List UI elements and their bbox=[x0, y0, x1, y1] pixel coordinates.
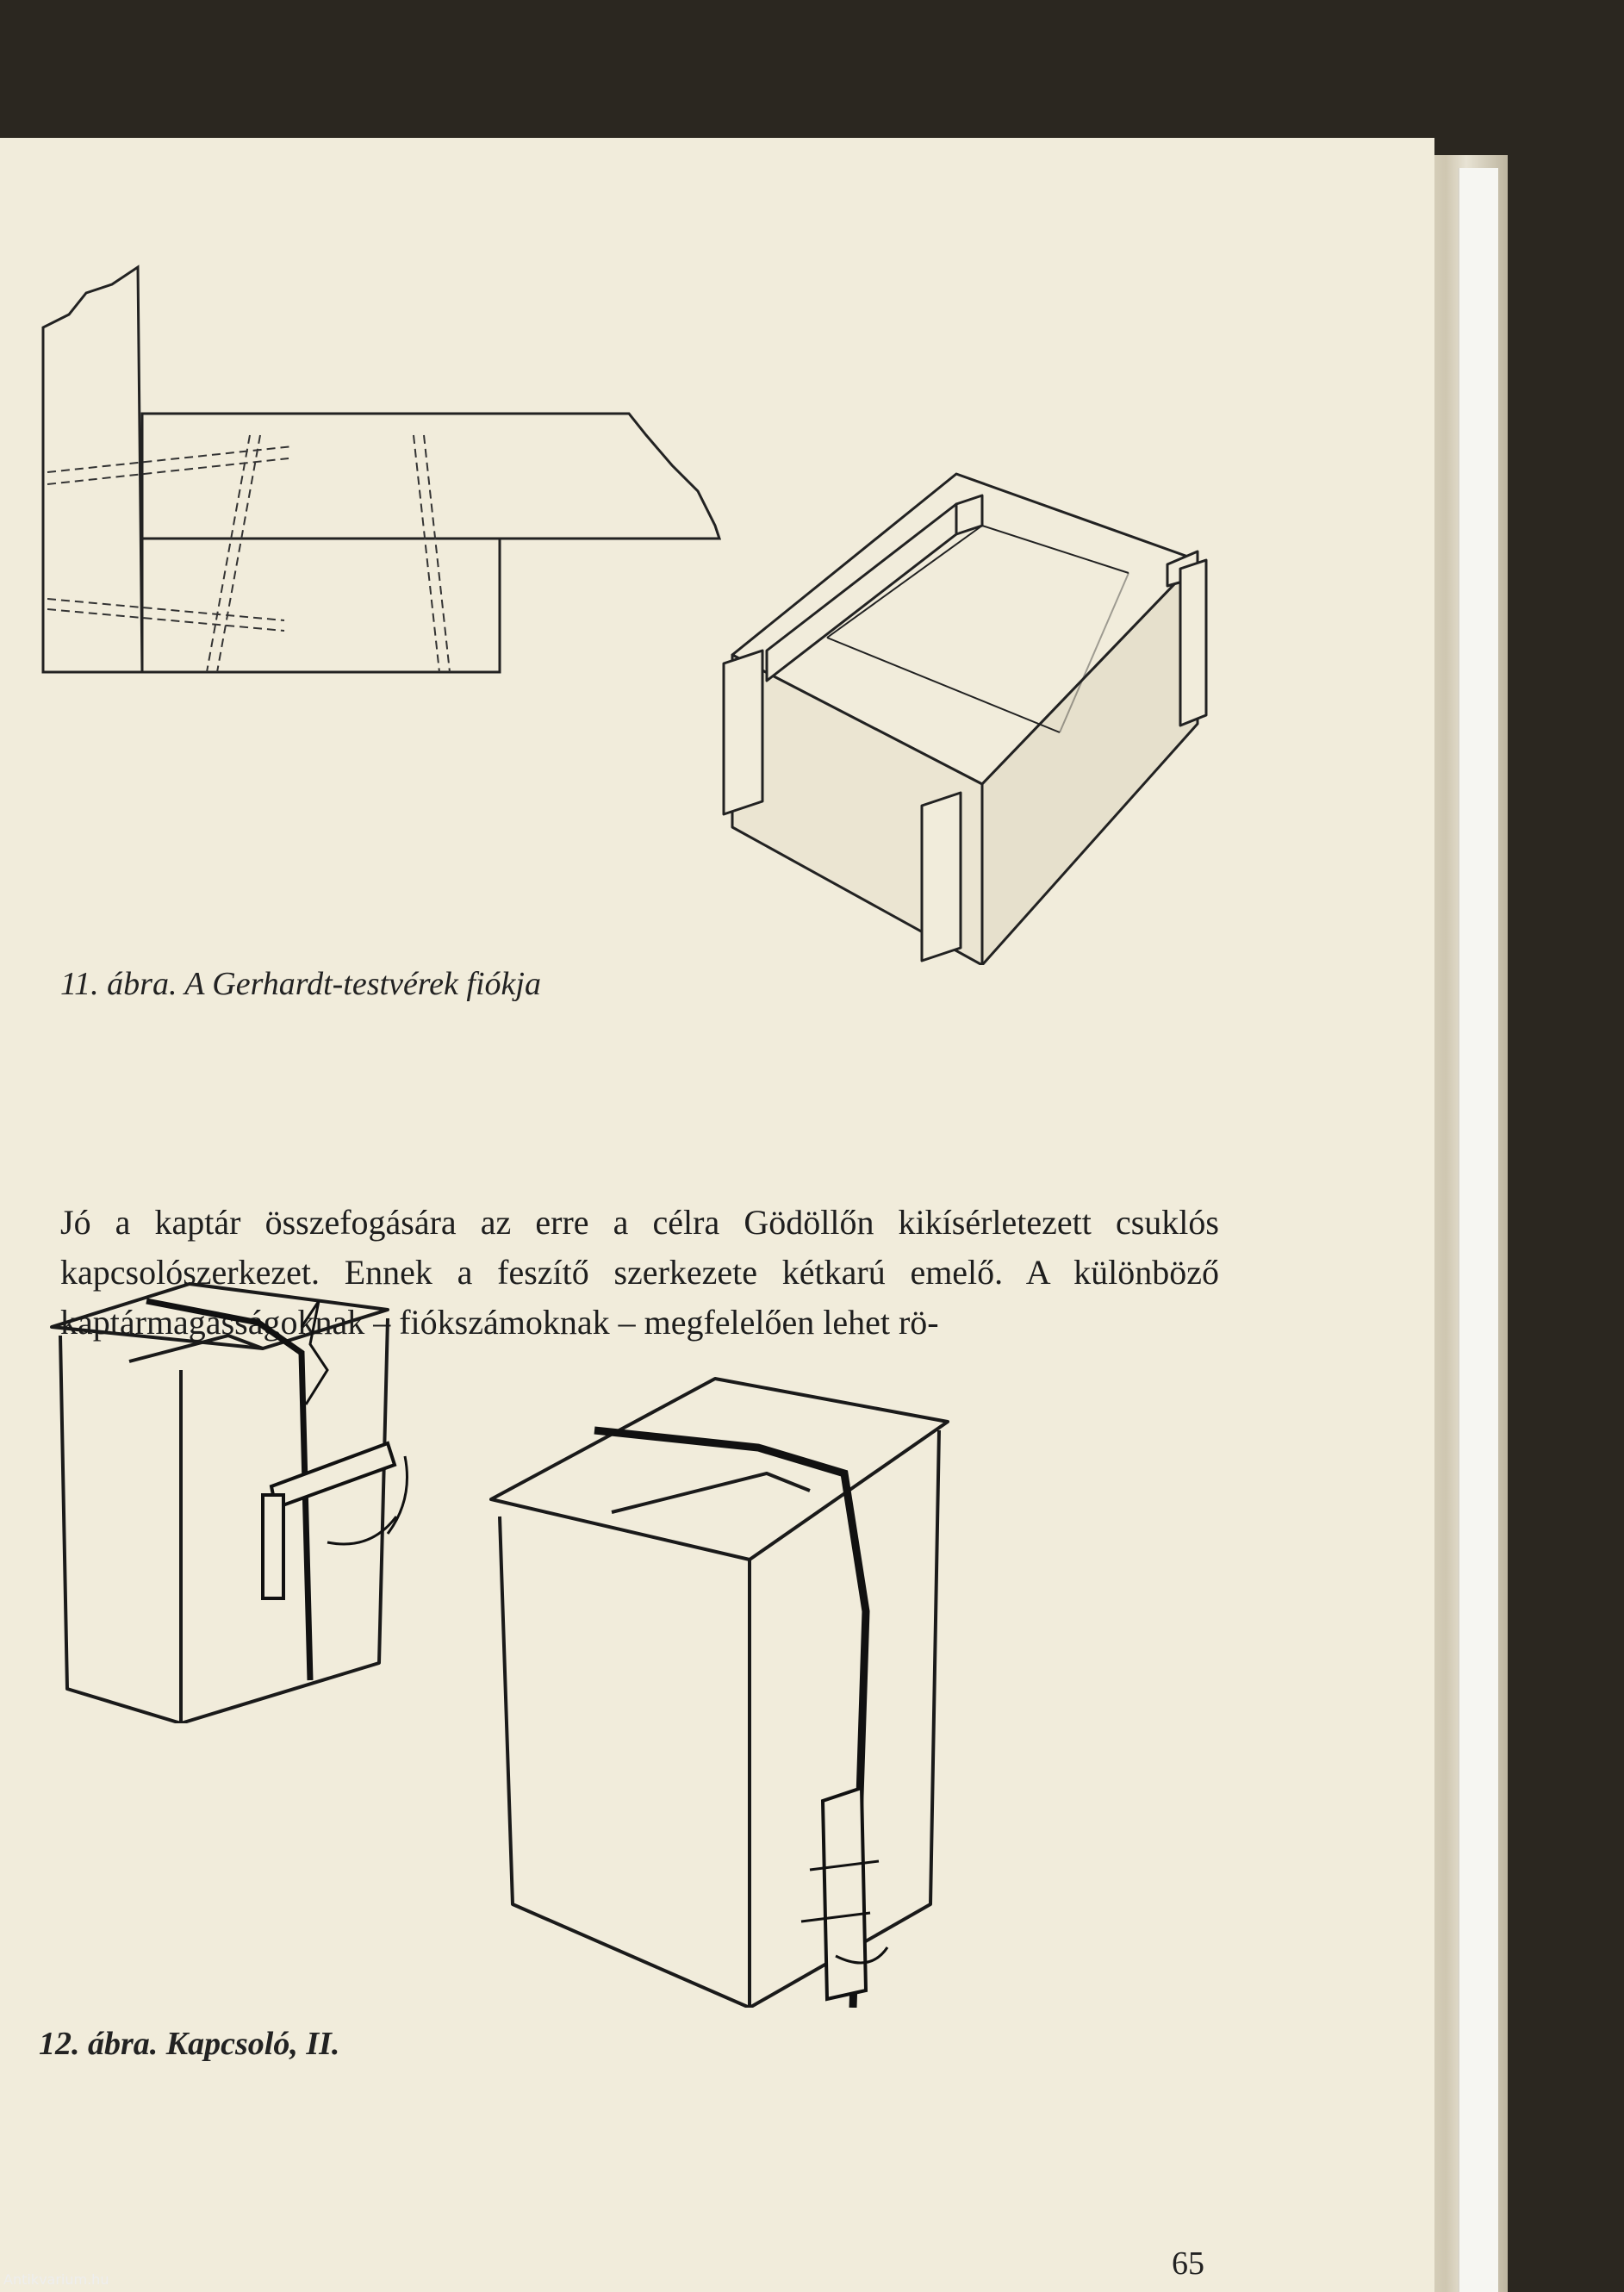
fig12-caption: 12. ábra. Kapcsoló, II. bbox=[39, 2026, 340, 2062]
watermark-text: Antikvarium.hu bbox=[3, 2271, 109, 2288]
fig11-caption: 11. ábra. A Gerhardt-testvérek fiókja bbox=[60, 966, 541, 1002]
fig11-joint-diagram bbox=[34, 258, 775, 810]
fig12-hive-right-drawing bbox=[482, 1353, 965, 2008]
page-number: 65 bbox=[1172, 2245, 1204, 2282]
book-page bbox=[0, 138, 1434, 2292]
bookmark-card bbox=[1458, 168, 1498, 2292]
fig12-hive-left-drawing bbox=[43, 1275, 414, 1723]
body-paragraph: Jó a kaptár összefogására az erre a célra Gödöllőn kikísérletezett csuklós kapcsolószerkezet. Ennek a feszítő szerkezete kétkarú emelő. A különböző kaptármagasságoknak – fiókszámoknak – megfelelően lehet rö- bbox=[60, 1203, 1219, 1342]
fig11-drawer-drawing bbox=[698, 457, 1223, 965]
